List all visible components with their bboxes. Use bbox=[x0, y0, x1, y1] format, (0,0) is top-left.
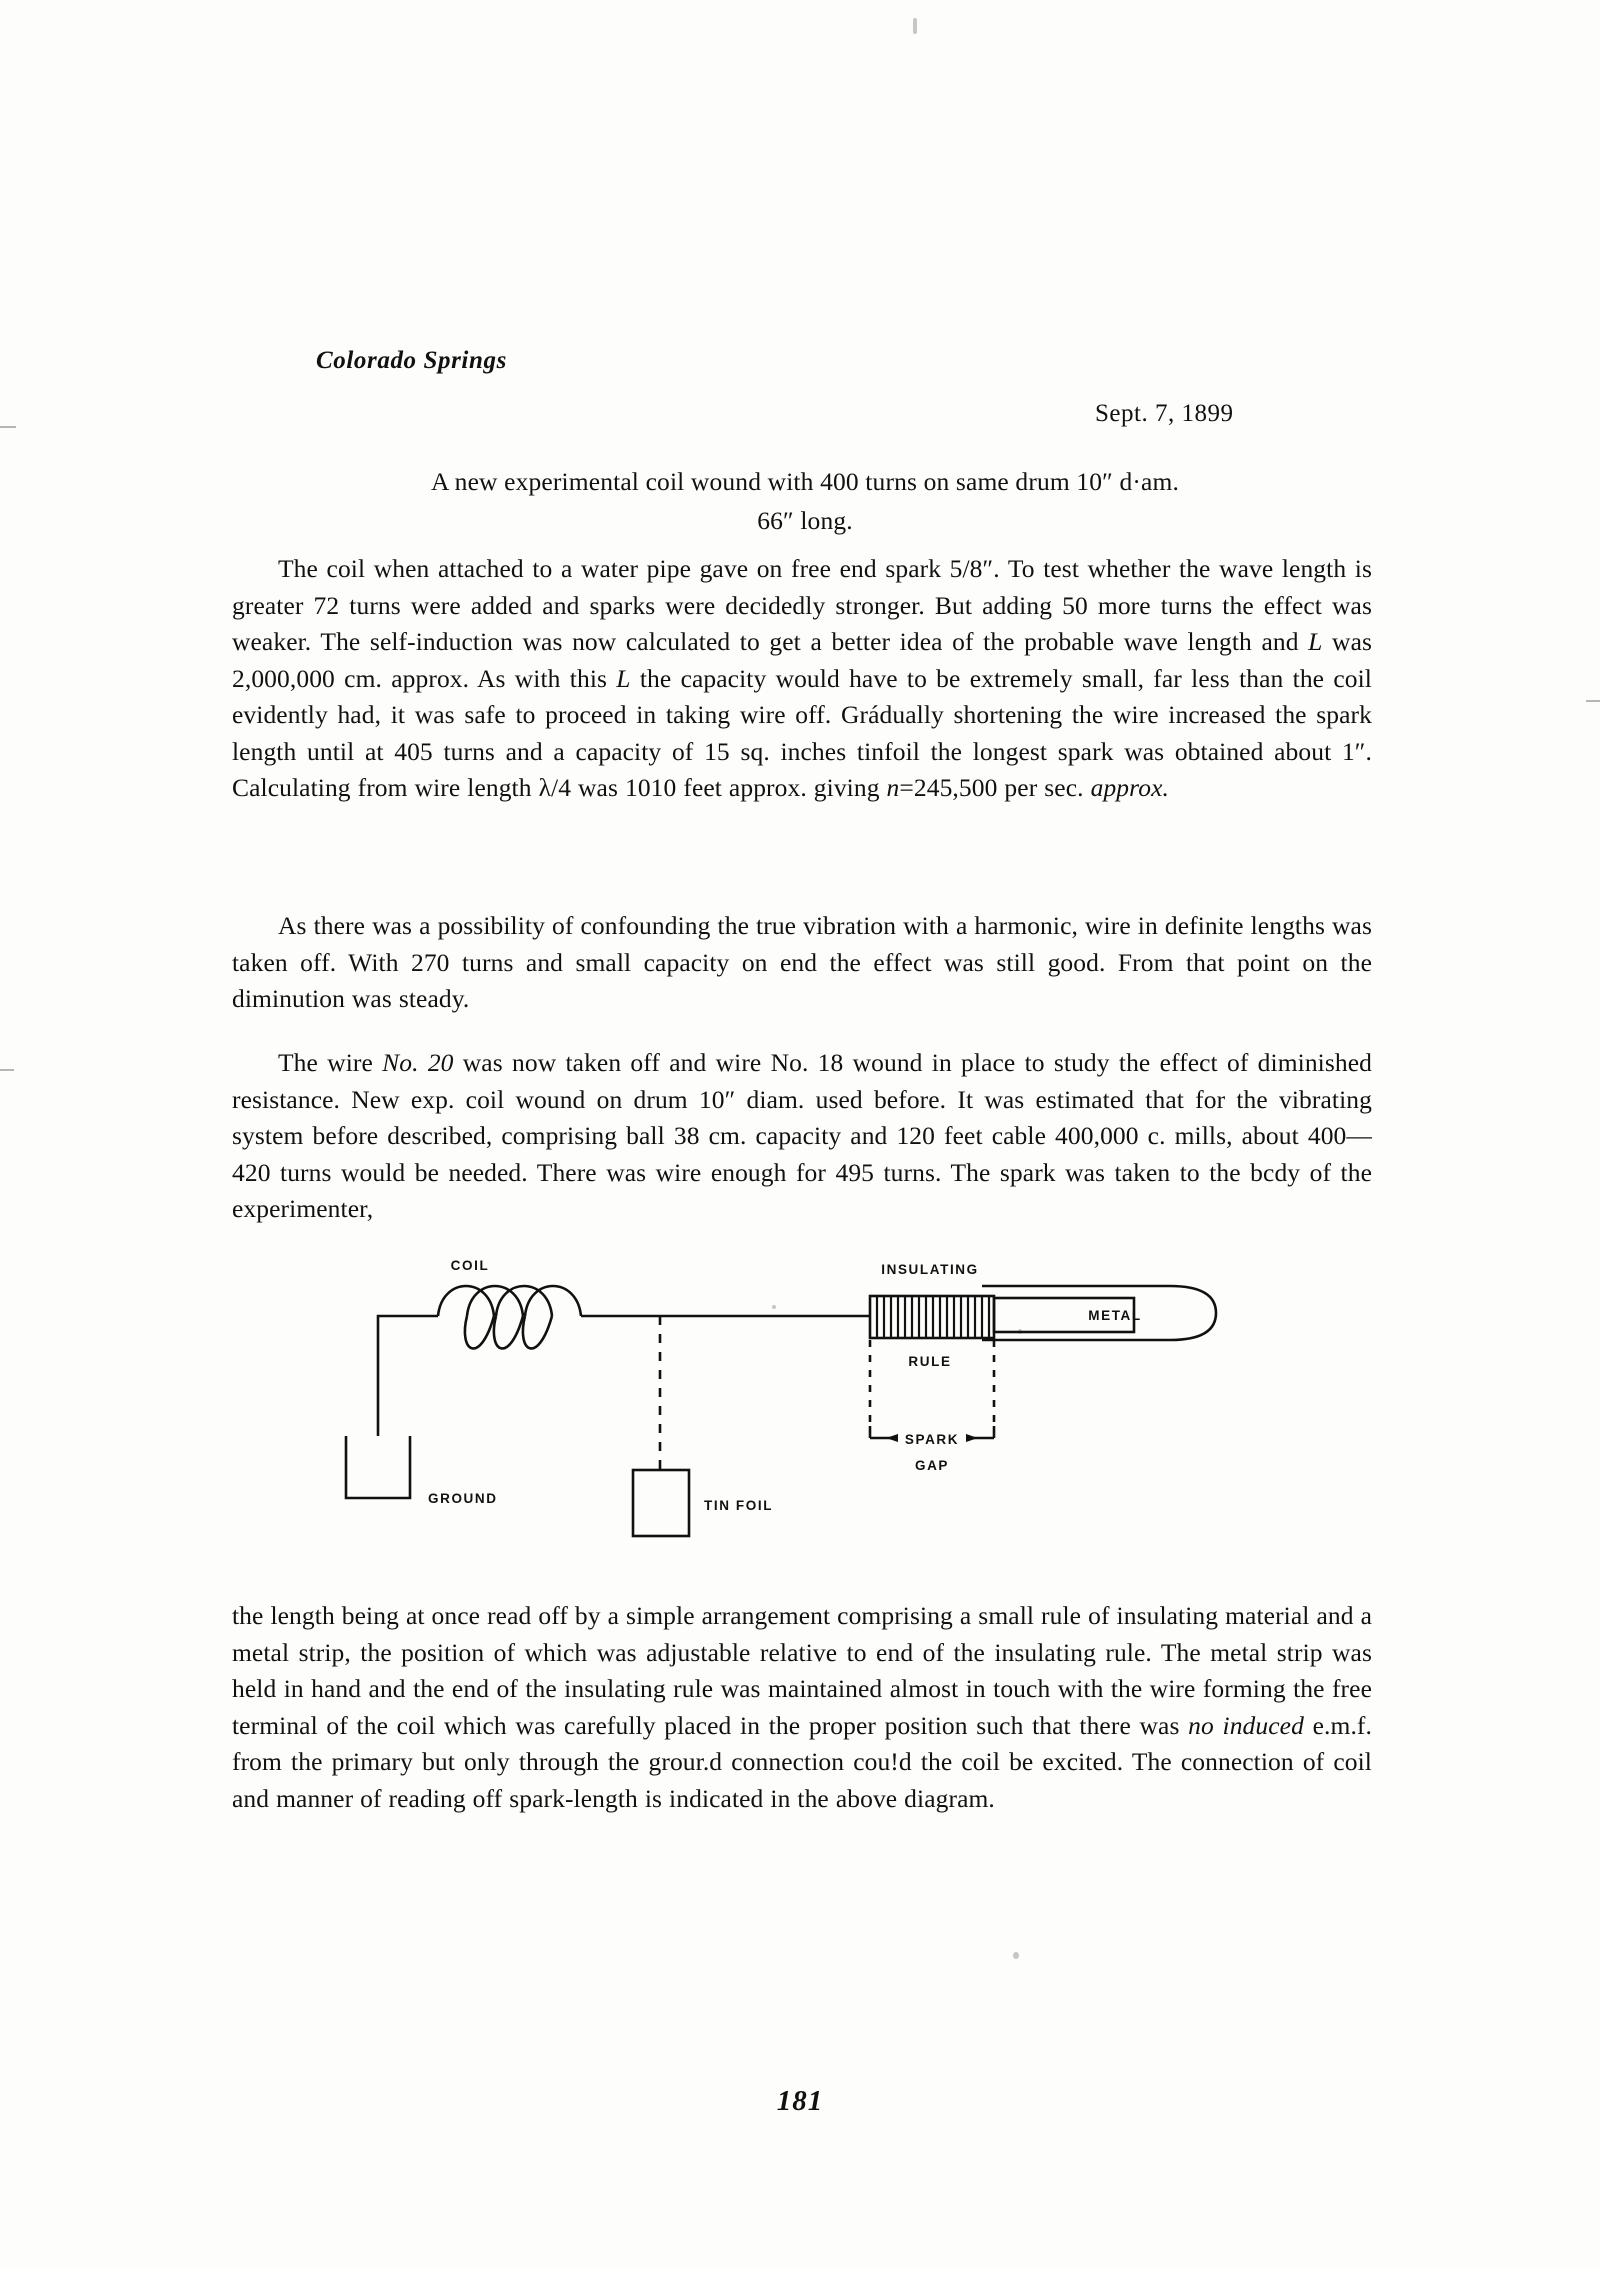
scan-speck bbox=[1013, 1952, 1019, 1959]
scan-edge-tick bbox=[0, 426, 16, 428]
spark-gap-measurement-diagram bbox=[330, 1248, 1270, 1548]
location-heading: Colorado Springs bbox=[316, 347, 507, 374]
p3-segment-a: The wire bbox=[278, 1048, 383, 1077]
diagram-label-rule: RULE bbox=[908, 1354, 952, 1369]
scan-edge-tick bbox=[0, 1069, 14, 1071]
coil-loop-1 bbox=[465, 1316, 494, 1348]
p1-segment-c: the capacity would have to be extremely small, far less than the coil evidently had, it was safe to proceed in taking wire off. Grádually shortening the wire increased the spark length until at 405 turns and a capacity of 15 sq. inches tinfoil the longest spark was obtained about 1″. Calculating from wire length λ/4 was 1010 feet approx. giving bbox=[232, 663, 1372, 802]
page-number: 181 bbox=[776, 2085, 824, 2117]
diagram-label-insulating: INSULATING bbox=[881, 1262, 979, 1277]
p4-no-induced-italic: no induced bbox=[1188, 1710, 1304, 1740]
coil-arc-4 bbox=[525, 1286, 581, 1316]
p1-segment-a: The coil when attached to a water pipe gave on free end spark 5/8″. To test whether the wave length is greater 72 turns were added and sparks were decidedly stronger. But adding 50 more turns the effect was weaker. The self-induction was now calculated to get a better idea of the probable wave length and bbox=[232, 554, 1372, 656]
coil-loop-3 bbox=[523, 1316, 552, 1348]
diagram-label-gap: GAP bbox=[914, 1458, 950, 1473]
body-paragraph-3 bbox=[232, 1045, 1372, 1228]
coil-arc-2 bbox=[467, 1286, 523, 1316]
p1-approx-italic: approx. bbox=[1090, 773, 1169, 802]
body-paragraph-2 bbox=[232, 908, 1372, 1018]
ground-terminal-symbol bbox=[346, 1436, 410, 1498]
p2-text: As there was a possibility of confounding the true vibration with a harmonic, wire in definite lengths was taken off. With 270 turns and small capacity on end the effect was still good. From that point on the diminution was steady. bbox=[232, 911, 1372, 1013]
coil-loop-2 bbox=[494, 1316, 523, 1348]
tin-foil-plate bbox=[633, 1470, 689, 1536]
p1-symbol-n: n bbox=[886, 773, 900, 802]
scan-edge-tick bbox=[1586, 700, 1600, 702]
p4-segment-a: the length being at once read off by a simple arrangement comprising a small rule of insulating material and a metal strip, the position of which was adjustable relative to end of the insulating rule. The metal strip was held in hand and the end of the insulating rule was maintained almost in touch with the wire forming the free terminal of the coil which was carefully placed in the proper position such that there was bbox=[232, 1601, 1372, 1740]
intro-line-2: 66″ long. bbox=[757, 506, 853, 535]
scan-speck bbox=[913, 18, 917, 34]
p1-symbol-L-first: L bbox=[1308, 627, 1323, 656]
intro-line-1: A new experimental coil wound with 400 turns on same drum 10″ d·am. bbox=[431, 467, 1179, 496]
coil-arc-1 bbox=[438, 1286, 494, 1316]
body-paragraph-1 bbox=[232, 551, 1372, 807]
p1-segment-d: =245,500 per sec. bbox=[899, 773, 1091, 802]
wire-left-segment bbox=[378, 1316, 438, 1436]
date-heading: Sept. 7, 1899 bbox=[1095, 400, 1234, 427]
p1-segment-b: was 2,000,000 cm. approx. As with this bbox=[232, 627, 1373, 693]
body-paragraph-4 bbox=[232, 1598, 1372, 1817]
insulating-rule-hatching bbox=[877, 1297, 989, 1337]
p4-segment-b: e.m.f. from the primary but only through the grour.d connection cou!d the coil be excited. The connection of coil and manner of reading off spark-length is indicated in the above diagram. bbox=[232, 1710, 1372, 1813]
coil-arc-3 bbox=[496, 1286, 552, 1316]
p1-symbol-L-second: L bbox=[616, 663, 631, 693]
diagram-label-spark: SPARK bbox=[904, 1432, 960, 1447]
diagram-label-tin-foil: TIN FOIL bbox=[704, 1498, 774, 1513]
intro-block bbox=[300, 462, 1310, 540]
p3-segment-b: was now taken off and wire No. 18 wound in place to study the effect of diminished resistance. New exp. coil wound on drum 10″ diam. used before. It was estimated that for the vibrating system before described, comprising ball 38 cm. capacity and 120 feet cable 400,000 c. mills, about 400—420 turns would be needed. There was wire enough for 495 turns. The spark was taken to the bcdy of the experimenter, bbox=[232, 1048, 1373, 1223]
diagram-label-metal: METAL bbox=[1088, 1308, 1142, 1323]
diagram-label-coil: COIL bbox=[450, 1258, 490, 1273]
diagram-label-ground: GROUND bbox=[428, 1491, 498, 1506]
p3-wire-gauge-italic: No. 20 bbox=[382, 1048, 454, 1077]
